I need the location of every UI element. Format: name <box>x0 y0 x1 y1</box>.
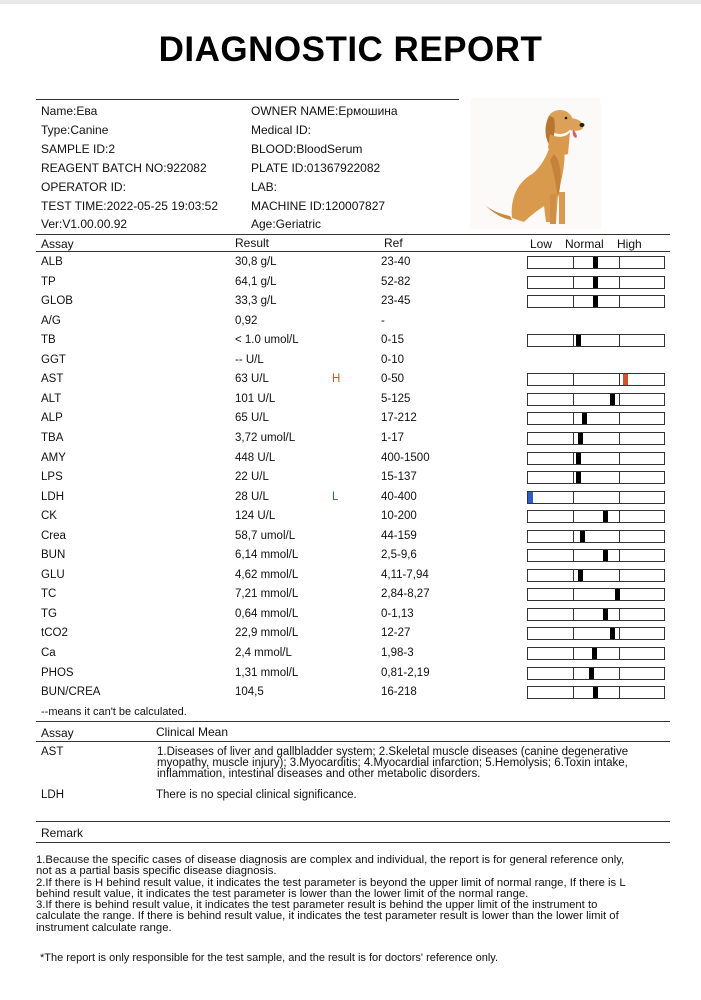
table-row <box>0 468 701 488</box>
table-row <box>0 409 701 429</box>
assay-name: ALT <box>41 392 62 405</box>
assay-name: AMY <box>41 451 66 464</box>
gauge-marker <box>576 335 581 346</box>
gauge-low-divider <box>573 453 574 464</box>
clinical-header-rule <box>36 741 670 742</box>
gauge-marker <box>576 472 581 483</box>
assay-result: 1,31 mmol/L <box>235 666 299 679</box>
gauge-low-divider <box>573 550 574 561</box>
col-header-ref: Ref <box>384 236 403 250</box>
gauge-high-divider <box>619 413 620 424</box>
gauge-marker <box>593 296 598 307</box>
assay-ref: 2,84-8,27 <box>381 588 430 601</box>
assay-name: tCO2 <box>41 627 68 640</box>
assay-name: LDH <box>41 490 65 503</box>
range-gauge <box>527 276 665 289</box>
assay-ref: 17-212 <box>381 412 417 425</box>
gauge-marker <box>578 570 583 581</box>
gauge-marker <box>615 589 620 600</box>
info-left-0: Name:Ева <box>41 104 98 118</box>
info-right-4: LAB: <box>251 180 278 194</box>
top-border <box>0 0 701 4</box>
gauge-high-divider <box>619 335 620 346</box>
assay-name: Crea <box>41 529 66 542</box>
assay-ref: 1,98-3 <box>381 647 414 659</box>
gauge-high-divider <box>619 472 620 483</box>
gauge-high-divider <box>619 433 620 444</box>
remark-line: 2.If there is H behind result value, it indicates the test parameter is beyond the upper limit of normal range, If there is L <box>36 876 626 889</box>
table-row <box>0 546 701 566</box>
assay-name: ALB <box>41 256 63 268</box>
range-gauge <box>527 471 665 484</box>
col-header-result: Result <box>235 236 270 250</box>
assay-name: LPS <box>41 471 63 484</box>
gauge-high-divider <box>619 257 620 268</box>
gauge-high-divider <box>619 668 620 679</box>
range-gauge <box>527 452 665 465</box>
report-title: DIAGNOSTIC REPORT <box>158 30 543 69</box>
col-header-normal: Normal <box>565 237 604 251</box>
col-header-assay: Assay <box>41 237 74 251</box>
info-left-2: SAMPLE ID:2 <box>41 142 116 156</box>
gauge-low-divider <box>573 296 574 307</box>
range-gauge <box>527 530 665 543</box>
info-right-1: Medical ID: <box>251 123 312 137</box>
table-row <box>0 624 701 644</box>
gauge-marker <box>578 433 583 444</box>
info-left-1: Type:Canine <box>41 123 109 137</box>
remark-line: instrument calculate range. <box>36 921 172 934</box>
range-gauge <box>527 627 665 640</box>
remark-line: 1.Because the specific cases of disease diagnosis are complex and individual, the report is for general reference only, <box>36 854 625 866</box>
gauge-low-divider <box>573 394 574 405</box>
remark-line: behind result value, it indicates the test parameter is lower than the lower limit of the normal range. <box>36 887 529 900</box>
assay-result: 104,5 <box>235 686 264 699</box>
assay-result: 124 U/L <box>235 510 276 523</box>
assay-name: GLOB <box>41 295 73 308</box>
assay-ref: 23-45 <box>381 295 411 308</box>
dog-photo-image <box>470 98 601 229</box>
assay-ref: 10-200 <box>381 510 417 523</box>
assay-ref: 4,11-7,94 <box>381 568 429 581</box>
assay-name: PHOS <box>41 666 74 679</box>
assay-name: AST <box>41 373 64 386</box>
remark-line: 3.If there is behind result value, it indicates the test parameter result is behind the upper limit of the instrument to <box>36 899 598 912</box>
gauge-low-divider <box>573 433 574 444</box>
gauge-high-divider <box>619 687 620 698</box>
gauge-marker <box>593 687 598 698</box>
table-header-rule <box>36 251 670 252</box>
info-top-rule <box>36 99 459 100</box>
clinical-mean-line: 1.Diseases of liver and gallbladder system; 2.Skeletal muscle diseases (canine degenerative <box>157 746 629 758</box>
gauge-low-divider <box>573 609 574 620</box>
assay-name: Ca <box>41 647 56 659</box>
assay-ref: 5-125 <box>381 392 411 405</box>
assay-ref: 12-27 <box>381 627 411 640</box>
col-header-high: High <box>617 237 642 251</box>
gauge-marker <box>593 257 598 268</box>
assay-name: BUN/CREA <box>41 686 101 699</box>
dog-photo <box>470 98 601 229</box>
clinical-header-assay: Assay <box>41 726 74 740</box>
assay-result: 22 U/L <box>235 471 269 484</box>
assay-ref: - <box>381 314 385 327</box>
range-gauge <box>527 569 665 582</box>
gauge-high-divider <box>619 492 620 503</box>
assay-result: 63 U/L <box>235 373 269 386</box>
assay-ref: 400-1500 <box>381 451 430 464</box>
gauge-marker <box>592 648 597 659</box>
assay-result: 101 U/L <box>235 392 276 405</box>
gauge-low-divider <box>573 589 574 600</box>
assay-flag: H <box>332 373 341 386</box>
assay-result: 0,64 mmol/L <box>235 607 299 620</box>
table-row <box>0 664 701 684</box>
gauge-marker <box>610 628 615 639</box>
table-row <box>0 605 701 625</box>
range-gauge <box>527 686 665 699</box>
footer-disclaimer: *The report is only responsible for the test sample, and the result is for doctors' reference only. <box>40 952 499 964</box>
table-row <box>0 644 701 664</box>
assay-ref: 40-400 <box>381 490 417 503</box>
table-row <box>0 351 701 371</box>
assay-result: 0,92 <box>235 314 258 327</box>
assay-result: 58,7 umol/L <box>235 529 296 542</box>
assay-ref: 23-40 <box>381 256 411 268</box>
gauge-marker <box>580 531 585 542</box>
table-row <box>0 585 701 605</box>
remark-top-rule <box>36 821 670 822</box>
clinical-mean-ldh: There is no special clinical significance. <box>156 789 357 801</box>
gauge-marker <box>593 277 598 288</box>
assay-result: 28 U/L <box>235 490 269 503</box>
remark-line: not as a partial basis specific disease diagnosis. <box>36 865 277 878</box>
assay-ref: 44-159 <box>381 529 417 542</box>
assay-flag: L <box>332 490 339 503</box>
gauge-low-divider <box>573 335 574 346</box>
assay-name: CK <box>41 510 57 523</box>
clinical-assay-ast: AST <box>41 746 64 758</box>
gauge-high-divider <box>619 453 620 464</box>
range-gauge <box>527 412 665 425</box>
gauge-marker <box>603 550 608 561</box>
gauge-low-divider <box>573 472 574 483</box>
assay-ref: 0-10 <box>381 353 405 366</box>
assay-name: TG <box>41 607 57 620</box>
info-right-2: BLOOD:BloodSerum <box>251 142 363 156</box>
gauge-high-divider <box>619 648 620 659</box>
table-row <box>0 683 701 703</box>
remark-title: Remark <box>41 826 84 840</box>
gauge-high-divider <box>619 628 620 639</box>
assay-ref: 16-218 <box>381 686 417 699</box>
clinical-mean-ast <box>157 747 628 780</box>
clinical-mean-line: myopathy, muscle injury); 3.Myocarditis; 4.Myocardial infarction; 5.Hemolysis; 6.Toxin intake, <box>157 757 628 769</box>
table-row <box>0 429 701 449</box>
table-row <box>0 390 701 410</box>
assay-result: 65 U/L <box>235 412 269 425</box>
gauge-marker <box>623 374 628 385</box>
assay-ref: 15-137 <box>381 471 417 484</box>
range-gauge <box>527 647 665 660</box>
assay-ref: 0-50 <box>381 373 405 386</box>
range-gauge <box>527 491 665 504</box>
clinical-mean-line: inflammation, intestinal diseases and other metabolic disorders. <box>157 768 481 780</box>
gauge-high-divider <box>619 511 620 522</box>
gauge-low-divider <box>573 531 574 542</box>
range-gauge <box>527 432 665 445</box>
table-row <box>0 292 701 312</box>
assay-result: < 1.0 umol/L <box>235 334 299 347</box>
gauge-marker <box>603 511 608 522</box>
gauge-low-divider <box>573 668 574 679</box>
gauge-high-divider <box>619 296 620 307</box>
range-gauge <box>527 373 665 386</box>
range-gauge <box>527 667 665 680</box>
assay-result: 3,72 umol/L <box>235 431 296 444</box>
info-right-3: PLATE ID:01367922082 <box>251 161 381 175</box>
assay-result: 6,14 mmol/L <box>235 549 299 562</box>
remark-line: calculate the range. If there is behind result value, it indicates the test parameter result is lower than the lower limit of <box>36 910 619 923</box>
assay-result: 22,9 mmol/L <box>235 627 299 640</box>
assay-ref: 0,81-2,19 <box>381 666 430 679</box>
range-gauge <box>527 295 665 308</box>
info-right-0: OWNER NAME:Ермошина <box>251 104 398 118</box>
table-row <box>0 527 701 547</box>
info-left-6: Ver:V1.00.00.92 <box>41 217 128 231</box>
gauge-marker <box>582 413 587 424</box>
table-row <box>0 312 701 332</box>
info-left-4: OPERATOR ID: <box>41 180 126 194</box>
assay-ref: 1-17 <box>381 431 405 444</box>
gauge-low-divider <box>573 570 574 581</box>
table-row <box>0 488 701 508</box>
gauge-low-divider <box>573 687 574 698</box>
gauge-low-divider <box>573 413 574 424</box>
range-gauge <box>527 588 665 601</box>
gauge-low-divider <box>573 374 574 385</box>
table-row <box>0 370 701 390</box>
gauge-high-divider <box>619 277 620 288</box>
col-header-low: Low <box>530 237 553 251</box>
remark-rule <box>36 842 670 843</box>
table-row <box>0 449 701 469</box>
gauge-low-divider <box>573 628 574 639</box>
clinical-header-mean: Clinical Mean <box>156 725 229 739</box>
assay-result: 30,8 g/L <box>235 256 277 268</box>
range-gauge <box>527 608 665 621</box>
gauge-high-divider <box>619 374 620 385</box>
assay-name: TB <box>41 334 56 347</box>
clinical-assay-ldh: LDH <box>41 789 65 801</box>
assay-result: 64,1 g/L <box>235 275 277 288</box>
assay-name: ALP <box>41 412 63 425</box>
assay-name: GLU <box>41 568 65 581</box>
table-row <box>0 566 701 586</box>
assay-result: 7,21 mmol/L <box>235 588 299 601</box>
clinical-top-rule <box>36 721 670 722</box>
assay-name: TC <box>41 588 57 601</box>
assay-ref: 0-1,13 <box>381 607 414 620</box>
gauge-marker <box>603 609 608 620</box>
assay-name: A/G <box>41 314 61 327</box>
gauge-marker <box>610 394 615 405</box>
assay-ref: 52-82 <box>381 275 411 288</box>
gauge-marker <box>576 453 581 464</box>
range-gauge <box>527 510 665 523</box>
assay-name: TP <box>41 275 56 288</box>
table-row <box>0 331 701 351</box>
assay-result: -- U/L <box>235 353 264 366</box>
info-right-5: MACHINE ID:120007827 <box>251 199 386 213</box>
gauge-low-divider <box>573 648 574 659</box>
assay-result: 33,3 g/L <box>235 295 277 308</box>
gauge-low-divider <box>573 257 574 268</box>
assay-name: GGT <box>41 353 66 366</box>
gauge-low-divider <box>573 511 574 522</box>
range-gauge <box>527 549 665 562</box>
gauge-low-divider <box>573 492 574 503</box>
assay-result: 4,62 mmol/L <box>235 568 299 581</box>
gauge-high-divider <box>619 570 620 581</box>
range-gauge <box>527 256 665 269</box>
gauge-high-divider <box>619 609 620 620</box>
assay-result: 2,4 mmol/L <box>235 647 292 659</box>
table-top-rule <box>36 234 670 235</box>
gauge-high-divider <box>619 550 620 561</box>
calc-note: --means it can't be calculated. <box>41 706 187 718</box>
assay-ref: 0-15 <box>381 334 405 347</box>
table-row <box>0 507 701 527</box>
gauge-marker <box>528 492 533 503</box>
assay-name: BUN <box>41 549 66 562</box>
info-left-5: TEST TIME:2022-05-25 19:03:52 <box>41 199 218 213</box>
gauge-high-divider <box>619 394 620 405</box>
assay-ref: 2,5-9,6 <box>381 549 417 562</box>
table-row <box>0 273 701 293</box>
gauge-marker <box>589 668 594 679</box>
gauge-high-divider <box>619 531 620 542</box>
range-gauge <box>527 393 665 406</box>
gauge-low-divider <box>573 277 574 288</box>
assay-name: TBA <box>41 431 64 444</box>
info-left-3: REAGENT BATCH NO:922082 <box>41 161 207 175</box>
range-gauge <box>527 334 665 347</box>
info-right-6: Age:Geriatric <box>251 217 322 231</box>
assay-result: 448 U/L <box>235 451 276 464</box>
remark-text <box>36 855 666 934</box>
table-row <box>0 253 701 273</box>
